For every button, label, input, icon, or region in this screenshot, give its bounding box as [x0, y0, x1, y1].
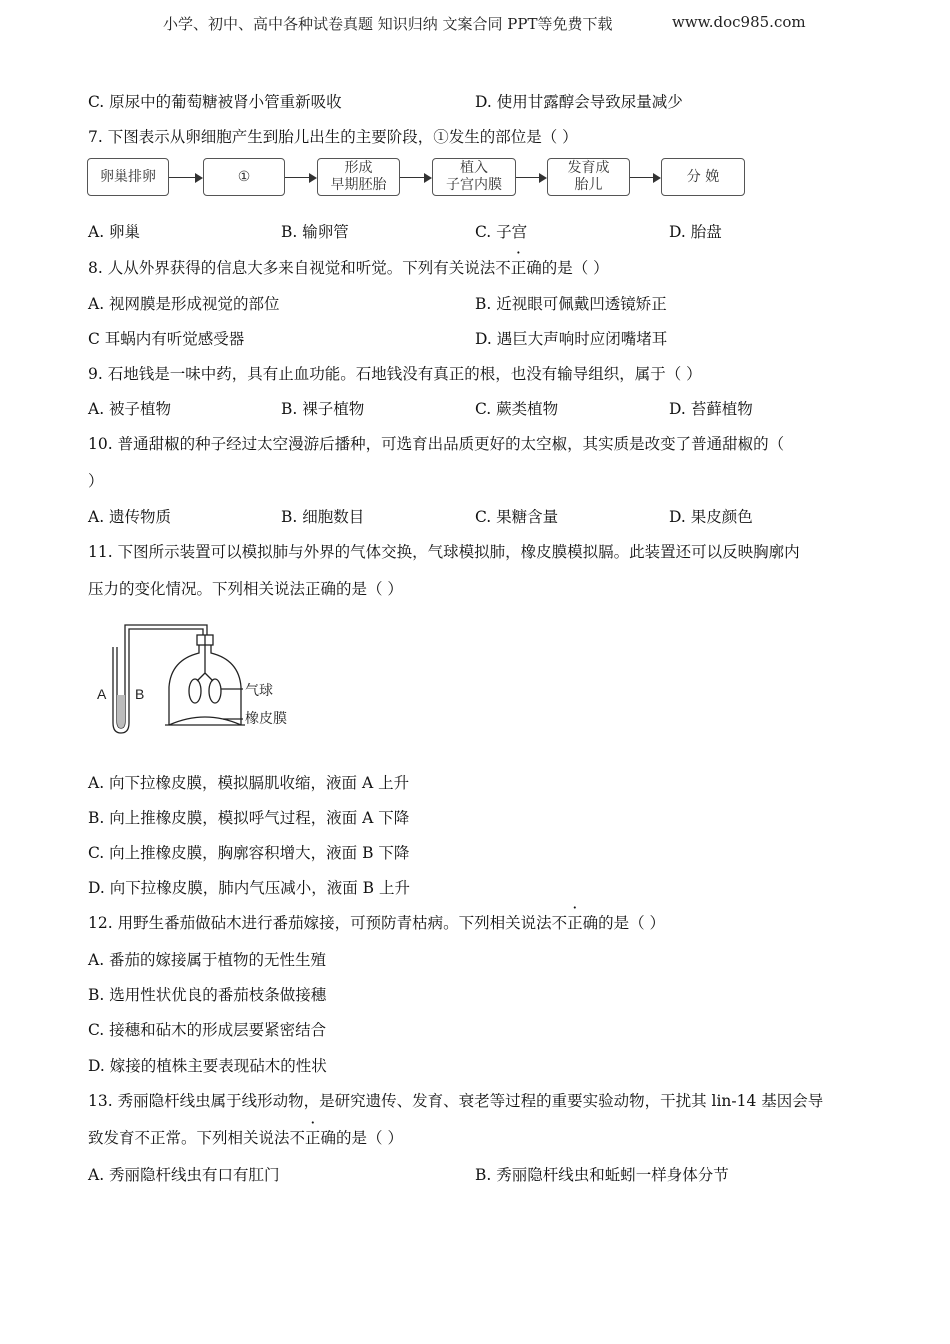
q11-option-b: B. 向上推橡皮膜，模拟呼气过程，液面 A 下降 — [88, 809, 410, 827]
flow-box-4: 植入 子宫内膜 — [432, 158, 516, 196]
q9-option-b: B. 裸子植物 — [281, 400, 365, 418]
q6-option-d: D. 使用甘露醇会导致尿量减少 — [475, 93, 683, 111]
q12-option-b: B. 选用性状优良的番茄枝条做接穗 — [88, 986, 327, 1004]
flow-box-5: 发育成 胎儿 — [547, 158, 630, 196]
flow-box-2: ① — [203, 158, 285, 196]
q12-stem-tail: 的是（ ） — [598, 914, 666, 932]
q9-stem: 9. 石地钱是一味中药，具有止血功能。石地钱没有真正的根，也没有输导组织，属于（ ） — [88, 365, 702, 383]
q13-option-a: A. 秀丽隐杆线虫有口有肛门 — [88, 1166, 280, 1184]
q12-stem — [88, 911, 665, 933]
q13-stem-line2 — [88, 1126, 403, 1148]
q10-option-d: D. 果皮颜色 — [669, 508, 753, 526]
q11-option-c: C. 向上推橡皮膜，胸廓容积增大，液面 B 下降 — [88, 844, 410, 862]
fig-label-balloon: 气球 — [245, 683, 273, 699]
q7-stem: 7. 下图表示从卵细胞产生到胎儿出生的主要阶段，①发生的部位是（ ） — [88, 128, 578, 146]
fig-label-b: B — [135, 686, 145, 702]
flow-arrow — [285, 177, 315, 178]
q13-stem-line1: 13. 秀丽隐杆线虫属于线形动物，是研究遗传、发育、衰老等过程的重要实验动物，干扰其 lin-14 基因会导 — [88, 1092, 824, 1110]
q10-option-a: A. 遗传物质 — [88, 508, 172, 526]
header-left-text: 小学、初中、高中各种试卷真题 知识归纳 文案合同 PPT等免费下载 — [163, 15, 613, 33]
q10-stem-line1: 10. 普通甜椒的种子经过太空漫游后播种，可选育出品质更好的太空椒，其实质是改变了普通甜椒的（ — [88, 435, 785, 453]
fig-label-membrane: 橡皮膜 — [245, 711, 287, 727]
q12-stem-text: 12. 用野生番茄做砧木进行番茄嫁接，可预防青枯病。下列相关说法 — [88, 914, 552, 932]
q9-option-d: D. 苔藓植物 — [669, 400, 753, 418]
q8-stem — [88, 256, 609, 278]
flow-box-1: 卵巢排卵 — [87, 158, 169, 196]
q10-stem-line2: ） — [88, 472, 104, 490]
q10-option-c: C. 果糖含量 — [475, 508, 559, 526]
q8-option-c: C 耳蜗内有听觉感受器 — [88, 330, 245, 348]
q8-stem-tail: 的是（ ） — [541, 259, 609, 277]
q12-option-a: A. 番茄的嫁接属于植物的无性生殖 — [88, 951, 327, 969]
q8-option-b: B. 近视眼可佩戴凹透镜矫正 — [475, 295, 667, 313]
q11-stem-line2: 压力的变化情况。下列相关说法正确的是（ ） — [88, 580, 403, 598]
q12-option-c: C. 接穗和砧木的形成层要紧密结合 — [88, 1021, 327, 1039]
q9-option-a: A. 被子植物 — [88, 400, 172, 418]
q8-option-d: D. 遇巨大声响时应闭嘴堵耳 — [475, 330, 668, 348]
q7-option-b: B. 输卵管 — [281, 223, 349, 241]
fig-label-a: A — [97, 686, 107, 702]
q7-option-a: A. 卵巢 — [88, 223, 141, 241]
q7-option-c: C. 子宫 — [475, 223, 528, 241]
flow-arrow — [169, 177, 201, 178]
header-link[interactable]: www.doc985.com — [672, 13, 806, 31]
q9-option-c: C. 蕨类植物 — [475, 400, 559, 418]
flow-arrow — [516, 177, 545, 178]
flow-arrow — [630, 177, 659, 178]
q8-option-a: A. 视网膜是形成视觉的部位 — [88, 295, 280, 313]
q13-stem-tail: 的是（ ） — [336, 1129, 403, 1147]
flow-box-3: 形成 早期胚胎 — [317, 158, 400, 196]
q10-option-b: B. 细胞数目 — [281, 508, 365, 526]
q12-emphasis: 不正确 — [551, 914, 599, 932]
q11-option-d: D. 向下拉橡皮膜，肺内气压减小，液面 B 上升 — [88, 879, 410, 897]
q8-emphasis: 不正确 — [495, 259, 542, 277]
q13-emphasis: 不正确 — [289, 1129, 337, 1147]
q12-option-d: D. 嫁接的植株主要表现砧木的性状 — [88, 1057, 327, 1075]
q11-stem-line1: 11. 下图所示装置可以模拟肺与外界的气体交换，气球模拟肺，橡皮膜模拟膈。此装置还可以反映胸廓内 — [88, 543, 800, 561]
q8-stem-text: 8. 人从外界获得的信息大多来自视觉和听觉。下列有关说法 — [88, 259, 496, 277]
q13-option-b: B. 秀丽隐杆线虫和蚯蚓一样身体分节 — [475, 1166, 729, 1184]
q7-option-d: D. 胎盘 — [669, 223, 722, 241]
liquid — [117, 695, 125, 728]
q6-option-c: C. 原尿中的葡萄糖被肾小管重新吸收 — [88, 93, 342, 111]
q13-stem-text: 致发育不正常。下列相关说法 — [88, 1129, 290, 1147]
lung-model-figure — [95, 615, 315, 740]
flow-arrow — [400, 177, 430, 178]
flow-box-6: 分 娩 — [661, 158, 745, 196]
q11-option-a: A. 向下拉橡皮膜，模拟膈肌收缩，液面 A 上升 — [88, 774, 410, 792]
